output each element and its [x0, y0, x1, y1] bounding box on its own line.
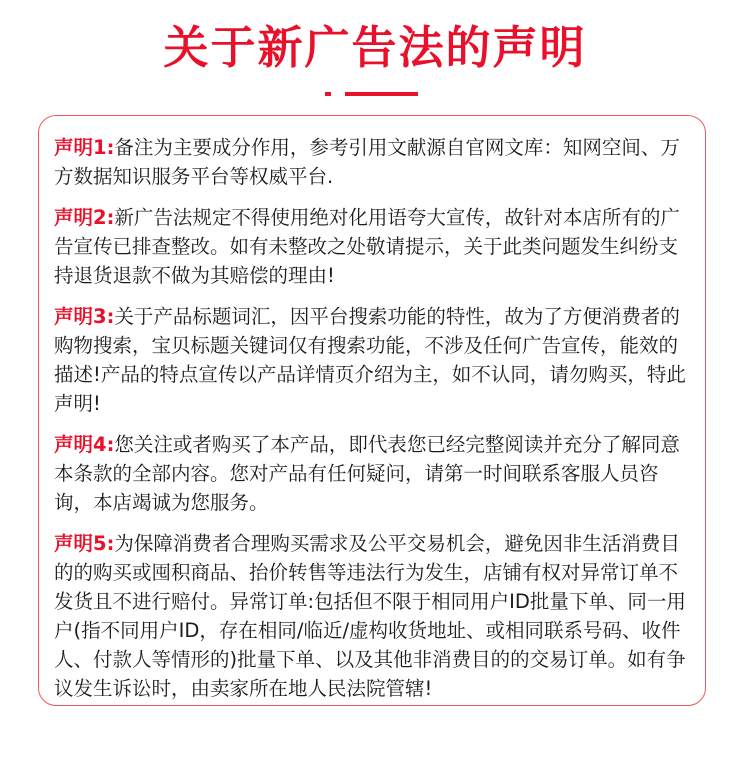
- statement-text: 为保障消费者合理购买需求及公平交易机会，避免因非生活消费目的的购买或囤积商品、抬价转售等违法行为发生，店铺有权对异常订单不发货且不进行赔付。异常订单:包括但不限于相同用户ID批量下单、同一用户(指不同用户ID，存在相同/临近/虚构收货地址、或相同联系号码、收件人、付款人等情形的)批量下单、以及其他非消费目的的交易订单。如有争议发生诉讼时，由卖家所在地人民法院管辖!: [54, 532, 686, 700]
- statement-5: [54, 529, 697, 703]
- statement-label: 声明3:: [54, 305, 115, 328]
- statement-label: 声明1:: [54, 136, 115, 159]
- statement-text: 您关注或者购买了本产品，即代表您已经完整阅读并充分了解同意本条款的全部内容。您对产品有任何疑问，请第一时间联系客服人员咨询，本店竭诚为您服务。: [54, 433, 680, 514]
- title-underline-decoration: [345, 92, 418, 96]
- statement-text: 关于产品标题词汇，因平台搜索功能的特性，故为了方便消费者的购物搜索，宝贝标题关键词仅有搜索功能，不涉及任何广告宣传，能效的描述!产品的特点宣传以产品详情页介绍为主，如不认同，请勿购买，特此声明!: [54, 305, 686, 415]
- statement-label: 声明5:: [54, 532, 115, 555]
- page-title: 关于新广告法的声明: [163, 21, 587, 74]
- title-dot-decoration: [325, 92, 331, 96]
- statement-1: [54, 133, 697, 191]
- statement-label: 声明2:: [54, 206, 115, 229]
- statement-label: 声明4:: [54, 433, 115, 456]
- statement-3: [54, 302, 697, 418]
- statement-text: 新广告法规定不得使用绝对化用语夸大宣传，故针对本店所有的广告宣传已排查整改。如有未整改之处敬请提示，关于此类问题发生纠纷支持退货退款不做为其赔偿的理由!: [54, 206, 680, 287]
- statement-text: 备注为主要成分作用，参考引用文献源自官网文库：知网空间、万方数据知识服务平台等权威平台.: [54, 136, 680, 188]
- notice-box: [38, 115, 706, 706]
- statement-4: [54, 430, 697, 517]
- statement-2: [54, 203, 697, 290]
